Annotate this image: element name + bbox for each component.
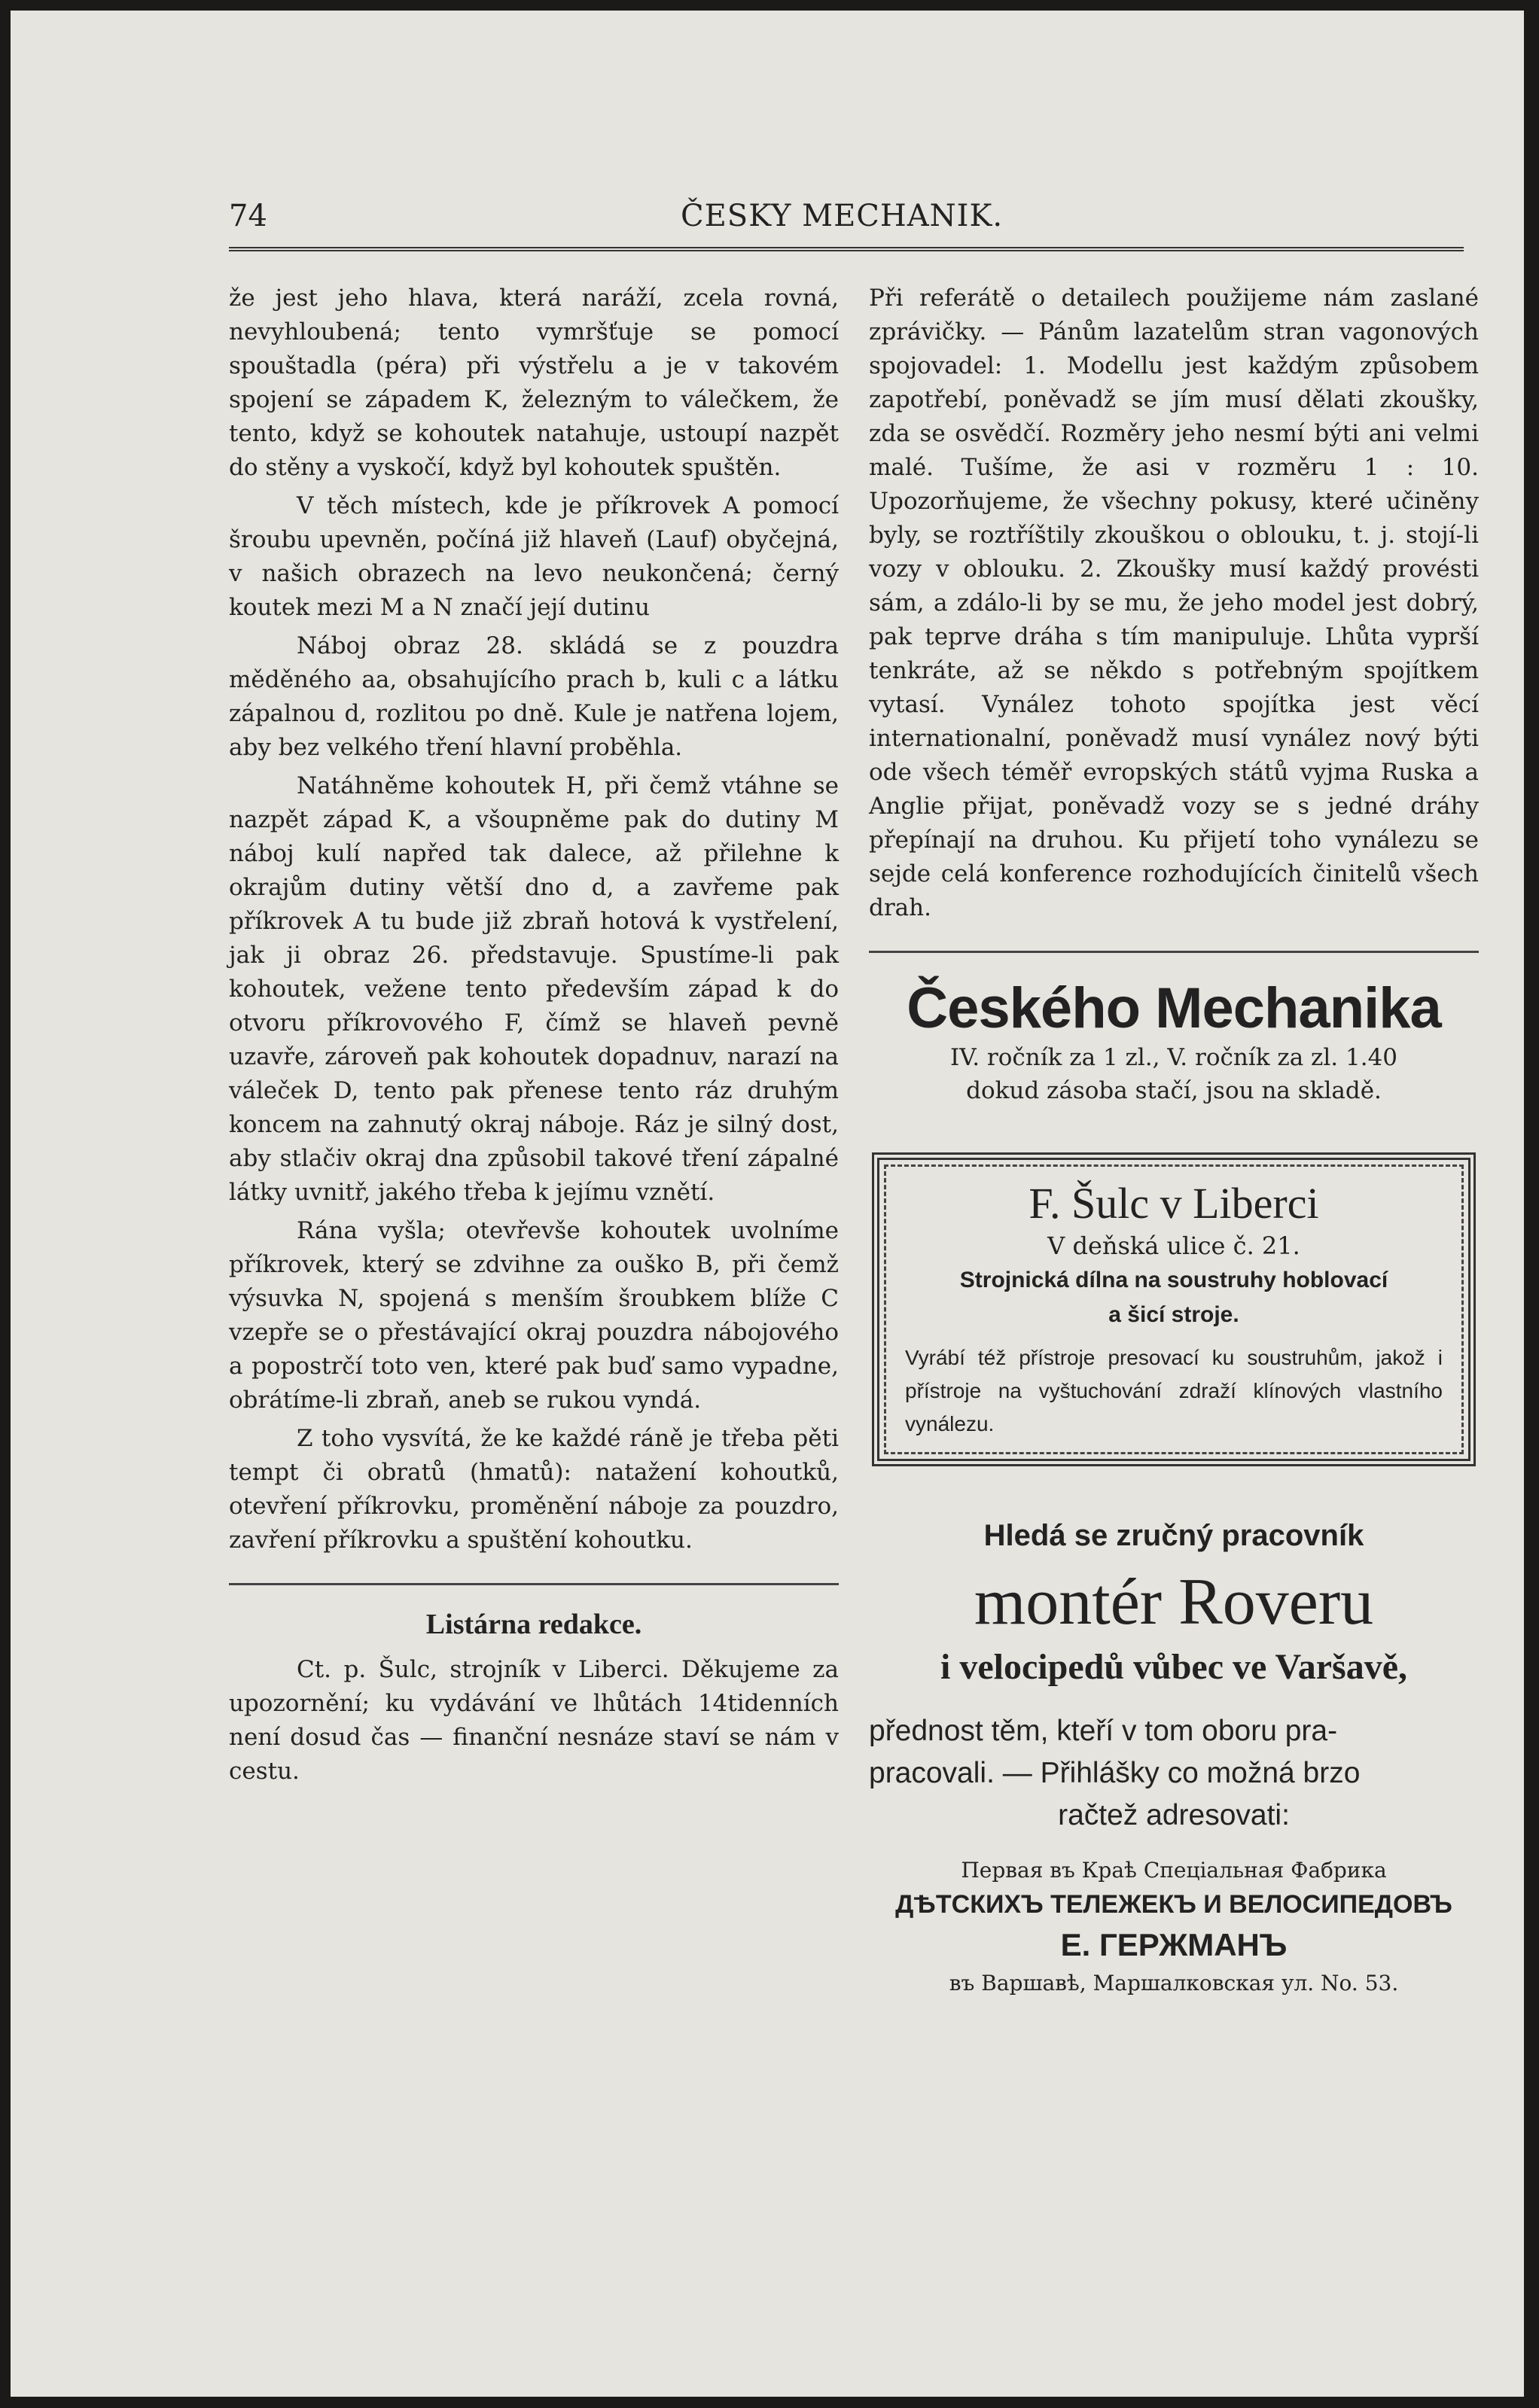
paragraph: Náboj obraz 28. skládá se z pouzdra měděného aa, obsahujícího prach b, kuli c a látku zápalnou d, rozlitou po dně. Kule je natřena lojem, aby bez velkého tření hlavní proběhla. xyxy=(229,632,839,761)
running-title: ČESKY MECHANIK. xyxy=(681,199,1004,233)
paragraph: Při referátě o detailech použijeme nám zaslané zprávičky. — Pánům lazatelům stran vagonových spojovadel: 1. Modellu jest každým způsobem zapotřebí, poněvadž se jím musí dělati zkoušky, zda se osvědčí. Rozměry jeho nesmí býti ani velmi malé. Tušíme, že asi v rozměru 1 : 10. Upozorňujeme, že všechny pokusy, které učiněny byly, se roztříštily zkouškou o oblouku, t. j. stojí-li vozy v oblouku. 2. Zkoušky musí každý provésti sám, a zdálo-li by se mu, že jeho model jest dobrý, pak teprve dráha s tím manipuluje. Lhůta vyprší tenkráte, až se někdo s potřebným spojítkem vytasí. Vynález tohoto spojítka jest věcí internationalní, poněvadž musí vynález nový býti ode všech téměř evropských států vyjma Ruska a Anglie přijat, poněvadž vozy se s jedné dráhy přepínají na druhou. Ku přijetí toho vynálezu se sejde celá konference rozhodujících činitelů všech drah. xyxy=(869,285,1479,921)
cyrillic-line: Е. ГЕРЖМАНЪ xyxy=(1060,1927,1288,1962)
page xyxy=(11,11,1524,2397)
ad-text: Vyrábí též přístroje presovací ku soustruhům, jakož i přístroje na vyštuchování zdraží klínových vlastního vynálezu. xyxy=(905,1346,1443,1435)
ad-title: Českého Mechanika xyxy=(907,976,1441,1040)
cyrillic-line: ДѢТСКИХЪ ТЕЛЕЖЕКЪ И ВЕЛОСИПЕДОВЪ xyxy=(895,1890,1452,1919)
job-ad-text xyxy=(869,1710,1479,1837)
job-ad-text-line: pracovali. — Přihlášky co možná brzo xyxy=(869,1757,1361,1789)
job-ad-headline: Hledá se zručný pracovník xyxy=(983,1519,1364,1552)
page-number: 74 xyxy=(229,199,267,233)
left-column xyxy=(229,282,839,1793)
section-divider xyxy=(869,951,1479,953)
page-header xyxy=(229,199,1464,244)
ad-bold-line: Strojnická dílna na soustruhy hoblovací xyxy=(959,1268,1388,1292)
paragraph: Rána vyšla; otevřevše kohoutek uvolníme příkrovek, který se zdvihne za ouško B, při čemž výsuvka N, spojená s menším šroubkem blíže C vzepře se o přestávající okraj pouzdra nábojového a popostrčí toto ven, které pak buď samo vypadne, obrátíme-li zbraň, aneb se rukou vyndá. xyxy=(229,1217,839,1414)
ad-line: dokud zásoba stačí, jsou na skladě. xyxy=(966,1077,1382,1104)
listarna-text: Ct. p. Šulc, strojník v Liberci. Děkujeme za upozornění; ku vydávání ve lhůtách 14tidenních není dosud čas — finanční nesnáze staví se nám v cestu. xyxy=(229,1656,839,1785)
job-ad-subtitle: i velocipedů vůbec ve Varšavě, xyxy=(940,1647,1407,1687)
ad-bold-line: a šicí stroje. xyxy=(1108,1302,1239,1327)
ad-company-name: F. Šulc v Liberci xyxy=(1029,1179,1319,1228)
job-ad-text-line: přednost těm, kteří v tom oboru pra- xyxy=(869,1715,1338,1747)
paragraph: Z toho vysvítá, že ke každé ráně je třeba pěti tempt či obratů (hmatů): natažení kohoutků, otevření příkrovku, proměnění náboje za pouzdro, zavření příkrovku a spuštění kohoutku. xyxy=(229,1425,839,1554)
ad-address: V deňská ulice č. 21. xyxy=(1047,1231,1300,1260)
job-ad-big-title: montér Roveru xyxy=(974,1566,1374,1639)
header-rule xyxy=(229,247,1464,251)
paragraph: Natáhněme kohoutek H, při čemž vtáhne se nazpět západ K, a všoupněme pak do dutiny M náboj kulí napřed tak dalece, až přilehne k okrajům dutiny větší dno d, a zavřeme pak příkrovek A tu bude již zbraň hotová k vystřelení, jak ji obraz 26. představuje. Spustíme-li pak kohoutek, vežene tento především západ k do otvoru příkrovového F, čímž se hlaveň pevně uzavře, zároveň pak kohoutek dopadnuv, narazí na váleček D, tento pak přenese tento ráz druhým koncem na zahnutý okraj náboje. Ráz je silný dost, aby stlačiv okraj dna způsobil takové tření zápalné látky uvnitř, jakého třeba k jejímu vznětí. xyxy=(229,772,839,1206)
listarna-title: Listárna redakce. xyxy=(425,1609,642,1640)
paragraph: V těch místech, kde je příkrovek A pomocí šroubu upevněn, počíná již hlaveň (Lauf) obyčejná, v našich obrazech na levo neukončená; černý koutek mezi M a N značí její dutinu xyxy=(229,492,839,621)
section-divider xyxy=(229,1583,839,1585)
job-ad-text-line: račtež adresovati: xyxy=(1058,1799,1290,1831)
cyrillic-line: Первая въ Краѣ Спеціальная Фабрика xyxy=(961,1858,1387,1883)
ad-line: IV. ročník za 1 zl., V. ročník za zl. 1.40 xyxy=(949,1044,1398,1071)
advertisement-box xyxy=(872,1152,1476,1466)
paragraph: že jest jeho hlava, která naráží, zcela rovná, nevyhloubená; tento vymršťuje se pomocí spouštadla (péra) při výstřelu a je v takovém spojení se západem K, železným to válečkem, že tento, když se kohoutek natahuje, ustoupí nazpět do stěny a vyskočí, když byl kohoutek spuštěn. xyxy=(229,285,839,481)
right-column xyxy=(869,282,1479,1996)
cyrillic-line: въ Варшавѣ, Маршалковская ул. No. 53. xyxy=(949,1971,1399,1996)
